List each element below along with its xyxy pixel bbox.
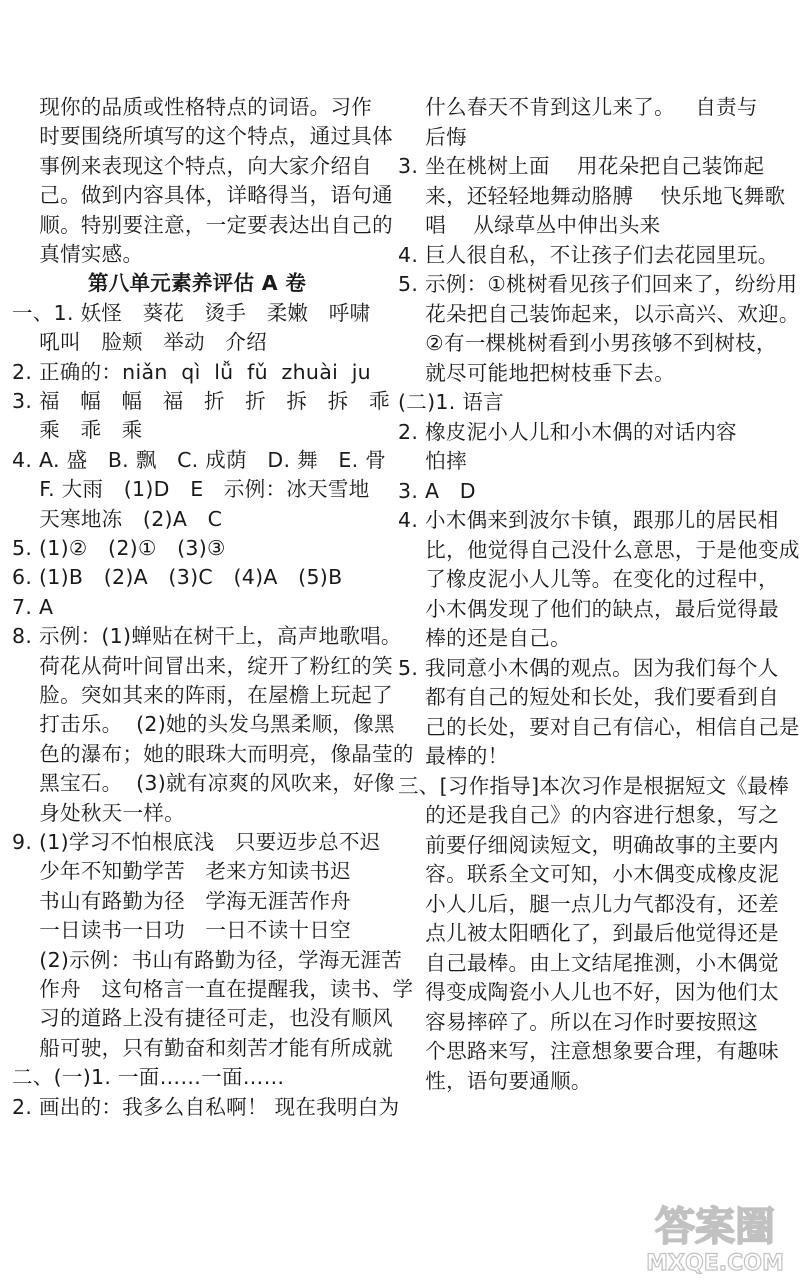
text-line: (2)示例：书山有路勤为径，学海无涯苦 xyxy=(12,947,403,972)
text-line: 色的瀑布；她的眼珠大而明亮，像晶莹的 xyxy=(12,741,414,766)
text-line: 天寒地冻 (2)A C xyxy=(12,506,223,531)
text-line: 3. A D xyxy=(398,478,476,503)
text-line: 4. 小木偶来到波尔卡镇，跟那儿的居民相 xyxy=(398,508,779,532)
text-line: 己的长处，要对自己有信心，相信自己是 xyxy=(398,714,800,739)
text-line: ②有一棵桃树看到小男孩够不到树枝， xyxy=(398,331,777,355)
text-line: 身处秋天一样。 xyxy=(12,800,185,825)
text-line: F. 大雨 (1)D E 示例：冰天雪地 xyxy=(12,477,370,502)
text-line: 乘 乖 乘 xyxy=(12,418,143,443)
text-line: 容。联系全文可知，小木偶变成橡皮泥 xyxy=(398,862,779,886)
text-line: 己。做到内容具体，详略得当，语句通 xyxy=(12,183,393,208)
watermark-text-bottom: MXQE.COM xyxy=(646,1251,784,1276)
text-line: 荷花从荷叶间冒出来，绽开了粉红的笑 xyxy=(12,653,393,678)
text-line: 个思路来写，注意想象要合理，有趣味 xyxy=(398,1039,779,1063)
text-line: 习的道路上没有捷径可走，也没有顺风 xyxy=(12,1006,393,1031)
text-line: 5. 示例：①桃树看见孩子们回来了，纷纷用 xyxy=(398,272,798,296)
text-line: 最棒的！ xyxy=(398,744,509,768)
text-line: 事例来表现这个特点，向大家介绍自 xyxy=(12,153,373,178)
text-line: 黑宝石。 (3)就有凉爽的风吹来，好像 xyxy=(12,771,395,796)
text-line: 5. 我同意小木偶的观点。因为我们每个人 xyxy=(398,655,779,680)
text-line: 小木偶发现了他们的缺点，最后觉得最 xyxy=(398,596,779,621)
text-line: 比，他觉得自己没什么意思，于是他变成 xyxy=(398,537,800,562)
text-line: 3. 坐在桃树上面 用花朵把自己装饰起 xyxy=(398,154,765,178)
text-line: 5. (1)② (2)① (3)③ xyxy=(12,536,226,560)
text-line: 6. (1)B (2)A (3)C (4)A (5)B xyxy=(12,565,343,590)
text-line: 2. 橡皮泥小人儿和小木偶的对话内容 xyxy=(398,419,737,444)
text-line: 2. 画出的：我多么自私啊！ 现在我明白为 xyxy=(12,1094,400,1119)
text-line: 4. 巨人很自私，不让孩子们去花园里玩。 xyxy=(398,242,779,267)
text-line: 真情实感。 xyxy=(12,242,144,266)
text-line: 8. 示例：(1)蝉贴在树干上，高声地歌唱。 xyxy=(12,624,402,649)
text-line: 唱 从绿草丛中伸出头来 xyxy=(398,213,661,237)
text-line: 书山有路勤为径 学海无涯苦作舟 xyxy=(12,888,351,913)
text-line: 少年不知勤学苦 老来方知读书迟 xyxy=(12,859,351,884)
text-line: 脸。突如其来的阵雨，在屋檐上玩起了 xyxy=(12,683,393,707)
text-line: 花朵把自己装饰起来，以示高兴、欢迎。 xyxy=(398,301,800,326)
text-line: 怕摔 xyxy=(398,449,467,473)
text-line: 的还是我自己》的内容进行想象，写之 xyxy=(398,803,779,827)
text-line: 来，还轻轻地舞动胳膊 快乐地飞舞歌 xyxy=(398,183,786,208)
text-line: 4. A. 盛 B. 飘 C. 成荫 D. 舞 E. 骨 xyxy=(12,447,387,472)
text-line: 时要围绕所填写的这个特点，通过具体 xyxy=(12,124,393,149)
text-line: 7. A xyxy=(12,594,54,619)
text-line: 一日读书一日功 一日不读十日空 xyxy=(12,918,351,943)
text-line: 顺。特别要注意，一定要表达出自己的 xyxy=(12,212,393,237)
text-line: 三、[习作指导]本次习作是根据短文《最棒 xyxy=(398,773,789,798)
text-line: 自己最棒。由上文结尾推测，小木偶觉 xyxy=(398,950,779,975)
text-line: (二)1. 语言 xyxy=(398,390,504,414)
text-line: 就尽可能地把树枝垂下去。 xyxy=(398,360,675,385)
text-line: 前要仔细阅读短文，明确故事的主要内 xyxy=(398,832,779,857)
text-line: 什么春天不肯到这儿来了。 自责与 xyxy=(398,95,758,119)
text-line: 点儿被太阳晒化了，到最后他觉得还是 xyxy=(398,921,779,945)
section-title: 第八单元素养评估 A 卷 xyxy=(87,271,307,296)
text-line: 二、(一)1. 一面……一面…… xyxy=(12,1065,285,1090)
text-line: 打击乐。 (2)她的头发乌黑柔顺，像黑 xyxy=(12,712,395,737)
text-line: 小人儿后，腿一点儿力气都没有，还差 xyxy=(398,891,779,916)
watermark-logo xyxy=(630,1200,800,1276)
text-line: 都有自己的短处和长处，我们要看到自 xyxy=(398,685,779,709)
text-line: 现你的品质或性格特点的词语。习作 xyxy=(12,95,373,119)
text-line: 船可驶，只有勤奋和刻苦才能有所成就 xyxy=(12,1035,393,1060)
text-line: 一、1. 妖怪 葵花 烫手 柔嫩 呼啸 xyxy=(12,300,371,325)
text-line: 了橡皮泥小人儿等。在变化的过程中， xyxy=(398,567,779,591)
watermark-text-top: 答案圈 xyxy=(655,1204,775,1250)
text-line: 2. 正确的：niǎn qì lǚ fǔ zhuài ju xyxy=(12,359,371,384)
text-line: 作舟 这句格言一直在提醒我，读书、学 xyxy=(12,977,414,1001)
text-line: 棒的还是自己。 xyxy=(398,626,571,650)
text-line: 吼叫 脸颊 举动 介绍 xyxy=(12,330,268,355)
text-line: 后悔 xyxy=(398,124,467,149)
text-line: 得变成陶瓷小人儿也不好，因为他们太 xyxy=(398,980,779,1004)
text-line: 性，语句要通顺。 xyxy=(398,1068,592,1093)
text-line: 3. 福 幅 幅 福 折 折 拆 拆 乖 xyxy=(12,389,390,413)
text-line: 容易摔碎了。所以在习作时要按照这 xyxy=(398,1009,759,1034)
text-line: 9. (1)学习不怕根底浅 只要迈步总不迟 xyxy=(12,830,381,854)
